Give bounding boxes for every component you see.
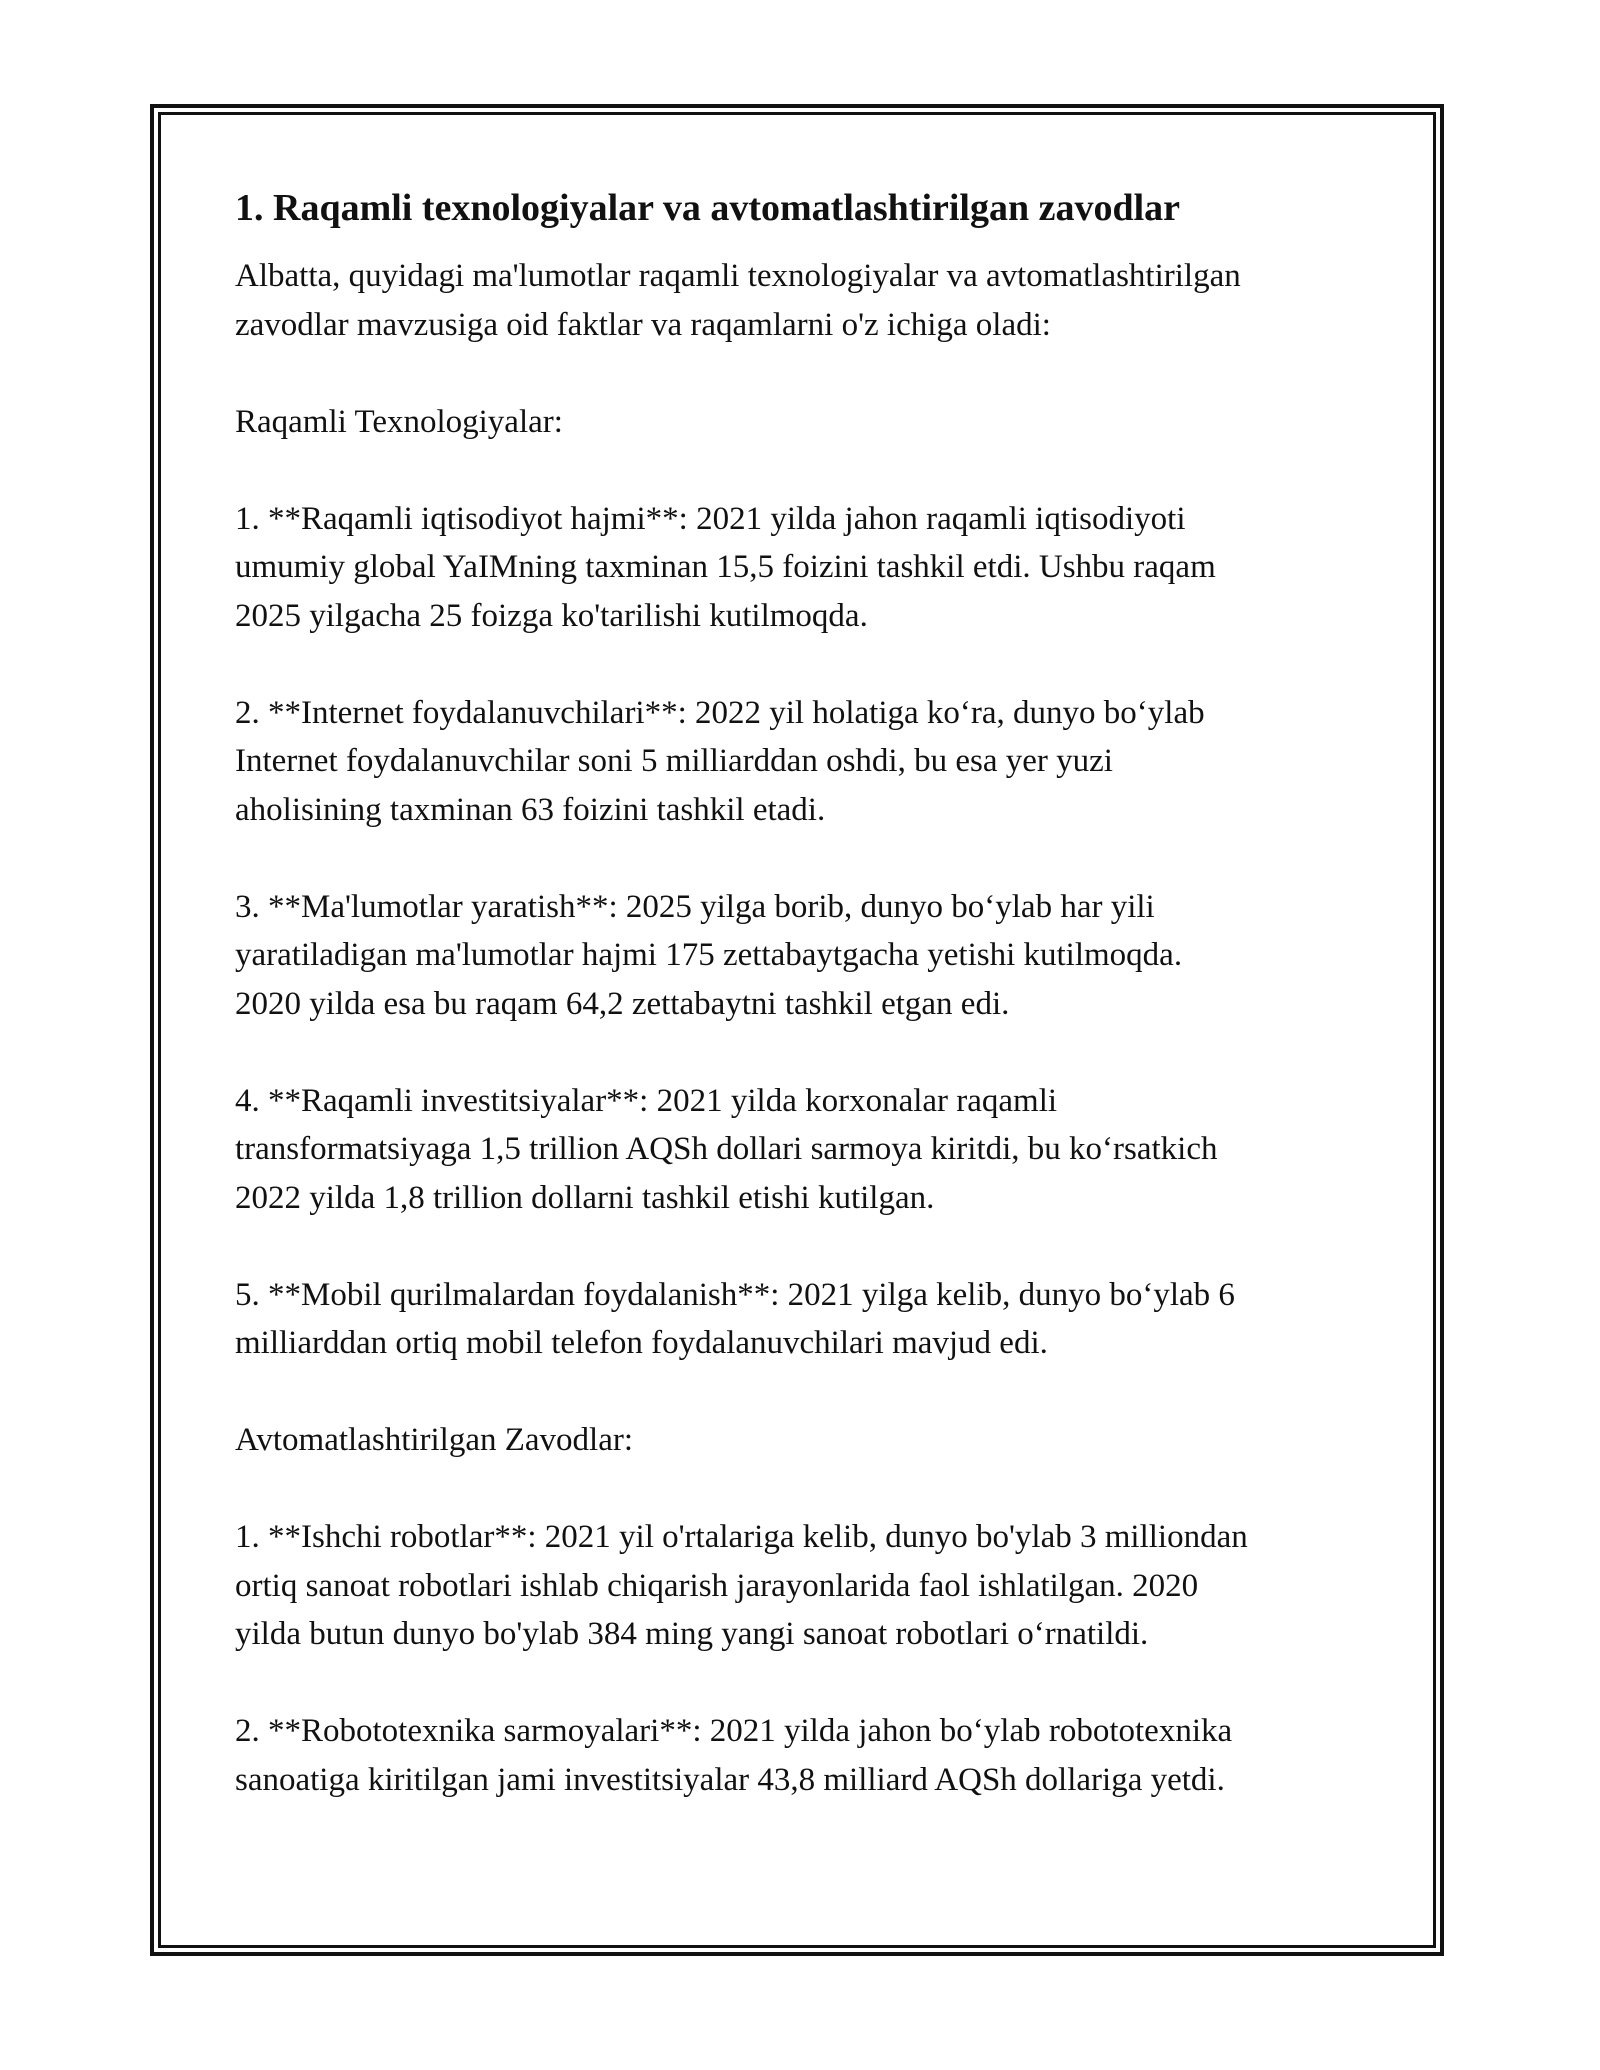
document-body	[235, 184, 1375, 1853]
item-line: 2025 yilgacha 25 foizga ko'tarilishi kutilmoqda.	[235, 597, 868, 634]
item-line: 5. **Mobil qurilmalardan foydalanish**: 2021 yilga kelib, dunyo bo‘ylab 6	[235, 1276, 1235, 1313]
factory-item-1	[235, 1513, 1375, 1659]
item-line: ortiq sanoat robotlari ishlab chiqarish jarayonlarida faol ishlatilgan. 2020	[235, 1567, 1199, 1604]
item-line: 2. **Internet foydalanuvchilari**: 2022 yil holatiga ko‘ra, dunyo bo‘ylab	[235, 694, 1205, 731]
digital-item-2	[235, 689, 1375, 835]
section-heading: Raqamli Texnologiyalar:	[235, 403, 563, 440]
intro-line: Albatta, quyidagi ma'lumotlar raqamli texnologiyalar va avtomatlashtirilgan	[235, 258, 1241, 294]
digital-item-4	[235, 1077, 1375, 1223]
factory-item-2	[235, 1707, 1375, 1804]
item-line: yaratiladigan ma'lumotlar hajmi 175 zettabaytgacha yetishi kutilmoqda.	[235, 937, 1183, 973]
item-line: sanoatiga kiritilgan jami investitsiyalar 43,8 milliard AQSh dollariga yetdi.	[235, 1761, 1225, 1798]
section-heading: Avtomatlashtirilgan Zavodlar:	[235, 1422, 634, 1458]
item-line: Internet foydalanuvchilar soni 5 milliarddan oshdi, bu esa yer yuzi	[235, 743, 1113, 779]
item-line: 1. **Raqamli iqtisodiyot hajmi**: 2021 yilda jahon raqamli iqtisodiyoti	[235, 500, 1186, 537]
item-line: 2. **Robototexnika sarmoyalari**: 2021 yilda jahon bo‘ylab robototexnika	[235, 1713, 1233, 1749]
item-line: 3. **Ma'lumotlar yaratish**: 2025 yilga borib, dunyo bo‘ylab har yili	[235, 888, 1155, 925]
intro-paragraph	[235, 252, 1375, 349]
item-line: yilda butun dunyo bo'ylab 384 ming yangi sanoat robotlari o‘rnatildi.	[235, 1616, 1149, 1652]
digital-item-5	[235, 1271, 1375, 1368]
section-heading-digital	[235, 398, 1375, 447]
item-line: milliarddan ortiq mobil telefon foydalanuvchilari mavjud edi.	[235, 1325, 1048, 1361]
item-line: 2020 yilda esa bu raqam 64,2 zettabaytni tashkil etgan edi.	[235, 985, 1010, 1022]
item-line: umumiy global YaIMning taxminan 15,5 foizini tashkil etdi. Ushbu raqam	[235, 549, 1216, 585]
digital-item-3	[235, 883, 1375, 1029]
item-line: transformatsiyaga 1,5 trillion AQSh dollari sarmoya kiritdi, bu ko‘rsatkich	[235, 1131, 1218, 1167]
section-heading-factories	[235, 1416, 1375, 1465]
digital-item-1	[235, 495, 1375, 641]
intro-line: zavodlar mavzusiga oid faktlar va raqamlarni o'z ichiga oladi:	[235, 306, 1051, 343]
item-line: 4. **Raqamli investitsiyalar**: 2021 yilda korxonalar raqamli	[235, 1082, 1058, 1119]
item-line: 2022 yilda 1,8 trillion dollarni tashkil etishi kutilgan.	[235, 1179, 935, 1216]
item-line: 1. **Ishchi robotlar**: 2021 yil o'rtalariga kelib, dunyo bo'ylab 3 milliondan	[235, 1519, 1248, 1555]
item-line: aholisining taxminan 63 foizini tashkil etadi.	[235, 791, 826, 828]
document-title: 1. Raqamli texnologiyalar va avtomatlashtirilgan zavodlar	[235, 187, 1181, 229]
